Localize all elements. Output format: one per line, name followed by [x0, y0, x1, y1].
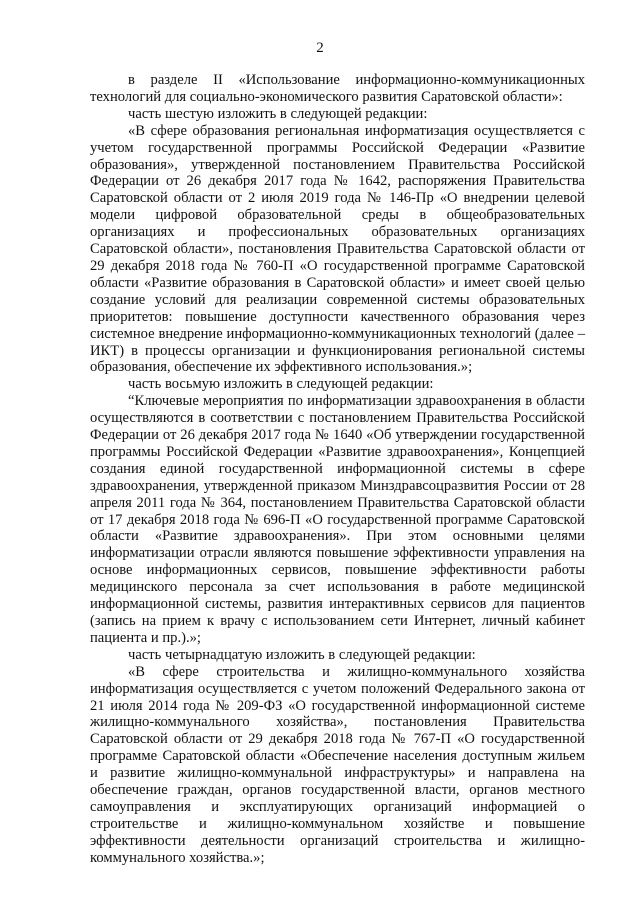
document-body [90, 72, 585, 867]
paragraph-section-intro: в разделе II «Использование информационно-коммуникационных технологий для социально-экономического развития Саратовской области»: [90, 72, 585, 105]
paragraph-healthcare: “Ключевые мероприятия по информатизации здравоохранения в области осуществляются в соответствии с постановлением Правительства Российской Федерации от 26 декабря 2017 года № 1640 «Об утверждении государственной программы Российской Федерации «Развитие здравоохранения», Концепцией создания единой государственной информационной системы в сфере здравоохранения, утвержденной приказом Минздравсоцразвития России от 28 апреля 2011 года № 364, постановлением Правительства Саратовской области от 17 декабря 2018 года № 696-П «О государственной программе Саратовской области «Развитие здравоохранения». При этом основными целями информатизации отрасли являются повышение эффективности управления на основе информационных сервисов, повышение эффективности работы медицинского персонала за счет использования в работе медицинской информационной системы, развития интерактивных сервисов для пациентов (запись на прием к врачу с использованием сети Интернет, личный кабинет пациента и пр.).»; [90, 393, 585, 646]
paragraph-instruction-part-14: часть четырнадцатую изложить в следующей редакции: [128, 646, 476, 663]
paragraph-education: «В сфере образования региональная информатизация осуществляется с учетом государственной программы Российской Федерации «Развитие образования», утвержденной постановлением Правительства Российской Федерации от 26 декабря 2017 года № 1642, распоряжения Правительства Саратовской области от 2 июля 2019 года № 146-Пр «О внедрении целевой модели цифровой образовательной среды в общеобразовательных организациях и профессиональных образовательных организациях Саратовской области», постановления Правительства Саратовской области от 29 декабря 2018 года № 760-П «О государственной программе Саратовской области «Развитие образования в Саратовской области» и имеет своей целью создание условий для реализации современной системы образовательных приоритетов: повышение доступности качественного образования через системное внедрение информационно-коммуникационных технологий (далее – ИКТ) в процессы организации и функционирования региональной системы образования, обеспечение их эффективного использования.»; [90, 122, 585, 376]
paragraph-instruction-part-8: часть восьмую изложить в следующей редакции: [128, 376, 434, 393]
paragraph-instruction-part-6: часть шестую изложить в следующей редакции: [128, 105, 428, 122]
page-number: 2 [316, 40, 324, 56]
paragraph-construction: «В сфере строительства и жилищно-коммунального хозяйства информатизация осуществляется с учетом положений Федерального закона от 21 июля 2014 года № 209-ФЗ «О государственной информационной системе жилищно-коммунального хозяйства», постановления Правительства Саратовской области от 29 декабря 2018 года № 767-П «О государственной программе Саратовской области «Обеспечение населения доступным жильем и развитие жилищно-коммунальной инфраструктуры» и направлена на обеспечение граждан, органов государственной власти, органов местного самоуправления и эксплуатирующих организаций информацией о строительстве и жилищно-коммунальном хозяйстве и повышение эффективности деятельности организаций строительства и жилищно-коммунального хозяйства.»; [90, 663, 585, 866]
